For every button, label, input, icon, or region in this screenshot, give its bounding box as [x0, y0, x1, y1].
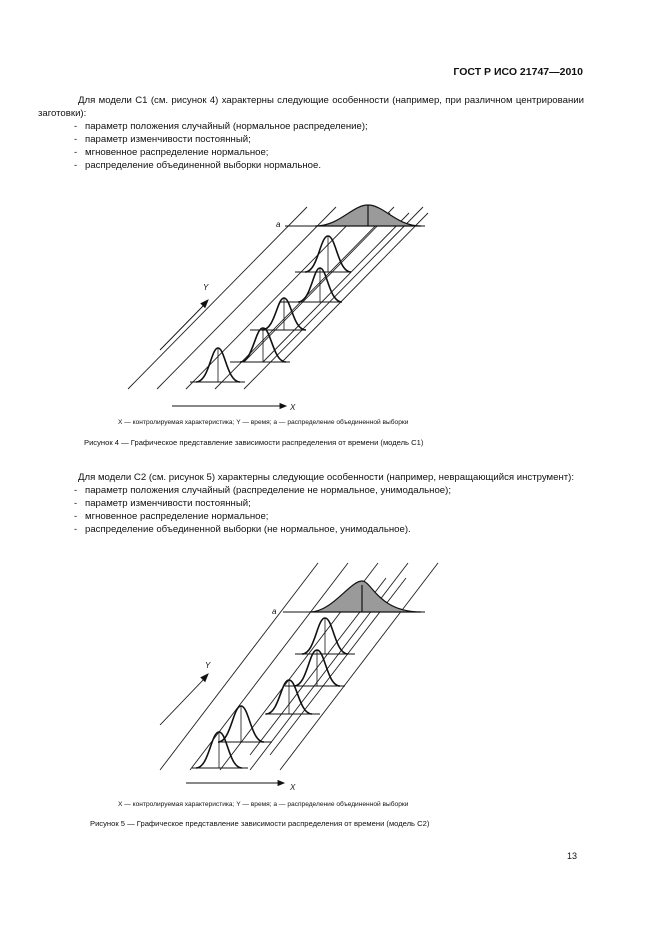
pooled-label: a — [276, 220, 281, 229]
list-item: - распределение объединенной выборки нормальное. — [74, 159, 584, 172]
diagonal-line — [160, 563, 318, 770]
figure-5-caption: Рисунок 5 — Графическое представление зависимости распределения от времени (модель C2) — [90, 819, 430, 828]
figure-5-diagram — [0, 555, 661, 795]
y-axis-label: Y — [205, 661, 211, 670]
y-axis-arrow — [201, 674, 208, 682]
diagonal-line — [250, 563, 408, 770]
list-item: - параметр положения случайный (нормальное распределение); — [74, 120, 584, 133]
time-lines — [160, 563, 438, 770]
axes — [160, 674, 284, 786]
figure-4-legend: X — контролируемая характеристика; Y — время; a — распределение объединенной выборки — [118, 419, 409, 426]
figure-4-diagram — [0, 170, 661, 410]
pooled-distribution — [315, 205, 421, 226]
list-item: - мгновенное распределение нормальное; — [74, 146, 584, 159]
model-c1-description — [38, 94, 584, 172]
y-axis-label: Y — [203, 283, 209, 292]
x-axis-label: X — [290, 783, 296, 792]
model-c1-list — [38, 120, 584, 172]
figure-4-caption: Рисунок 4 — Графическое представление зависимости распределения от времени (модель C1) — [84, 438, 424, 447]
document-code: ГОСТ Р ИСО 21747—2010 — [453, 66, 583, 78]
page-number: 13 — [566, 851, 577, 861]
x-axis-arrow — [280, 404, 286, 409]
y-axis-line — [160, 304, 205, 350]
model-c1-intro: Для модели C1 (см. рисунок 4) характерны следующие особенности (например, при различном центрировании заготовки): — [38, 95, 584, 119]
list-item: - распределение объединенной выборки (не нормальное, унимодальное). — [74, 523, 584, 536]
list-item: - мгновенное распределение нормальное; — [74, 510, 584, 523]
list-item: - параметр изменчивости постоянный; — [74, 133, 584, 146]
list-item: - параметр изменчивости постоянный; — [74, 497, 584, 510]
model-c2-intro: Для модели C2 (см. рисунок 5) характерны следующие особенности (например, невращающийся инструмент): — [78, 472, 575, 483]
x-axis-arrow — [278, 781, 284, 786]
x-axis-label: X — [290, 403, 296, 412]
diagonal-line — [263, 213, 409, 362]
list-item: - параметр положения случайный (распределение не нормальное, унимодальное); — [74, 484, 584, 497]
y-axis-line — [160, 678, 205, 725]
diagonal-line — [244, 213, 390, 362]
model-c2-description — [38, 471, 584, 536]
diagonal-line — [282, 213, 428, 362]
model-c2-list — [38, 484, 584, 536]
figure-5-legend: X — контролируемая характеристика; Y — время; a — распределение объединенной выборки — [118, 801, 409, 808]
pooled-label: a — [272, 607, 277, 616]
